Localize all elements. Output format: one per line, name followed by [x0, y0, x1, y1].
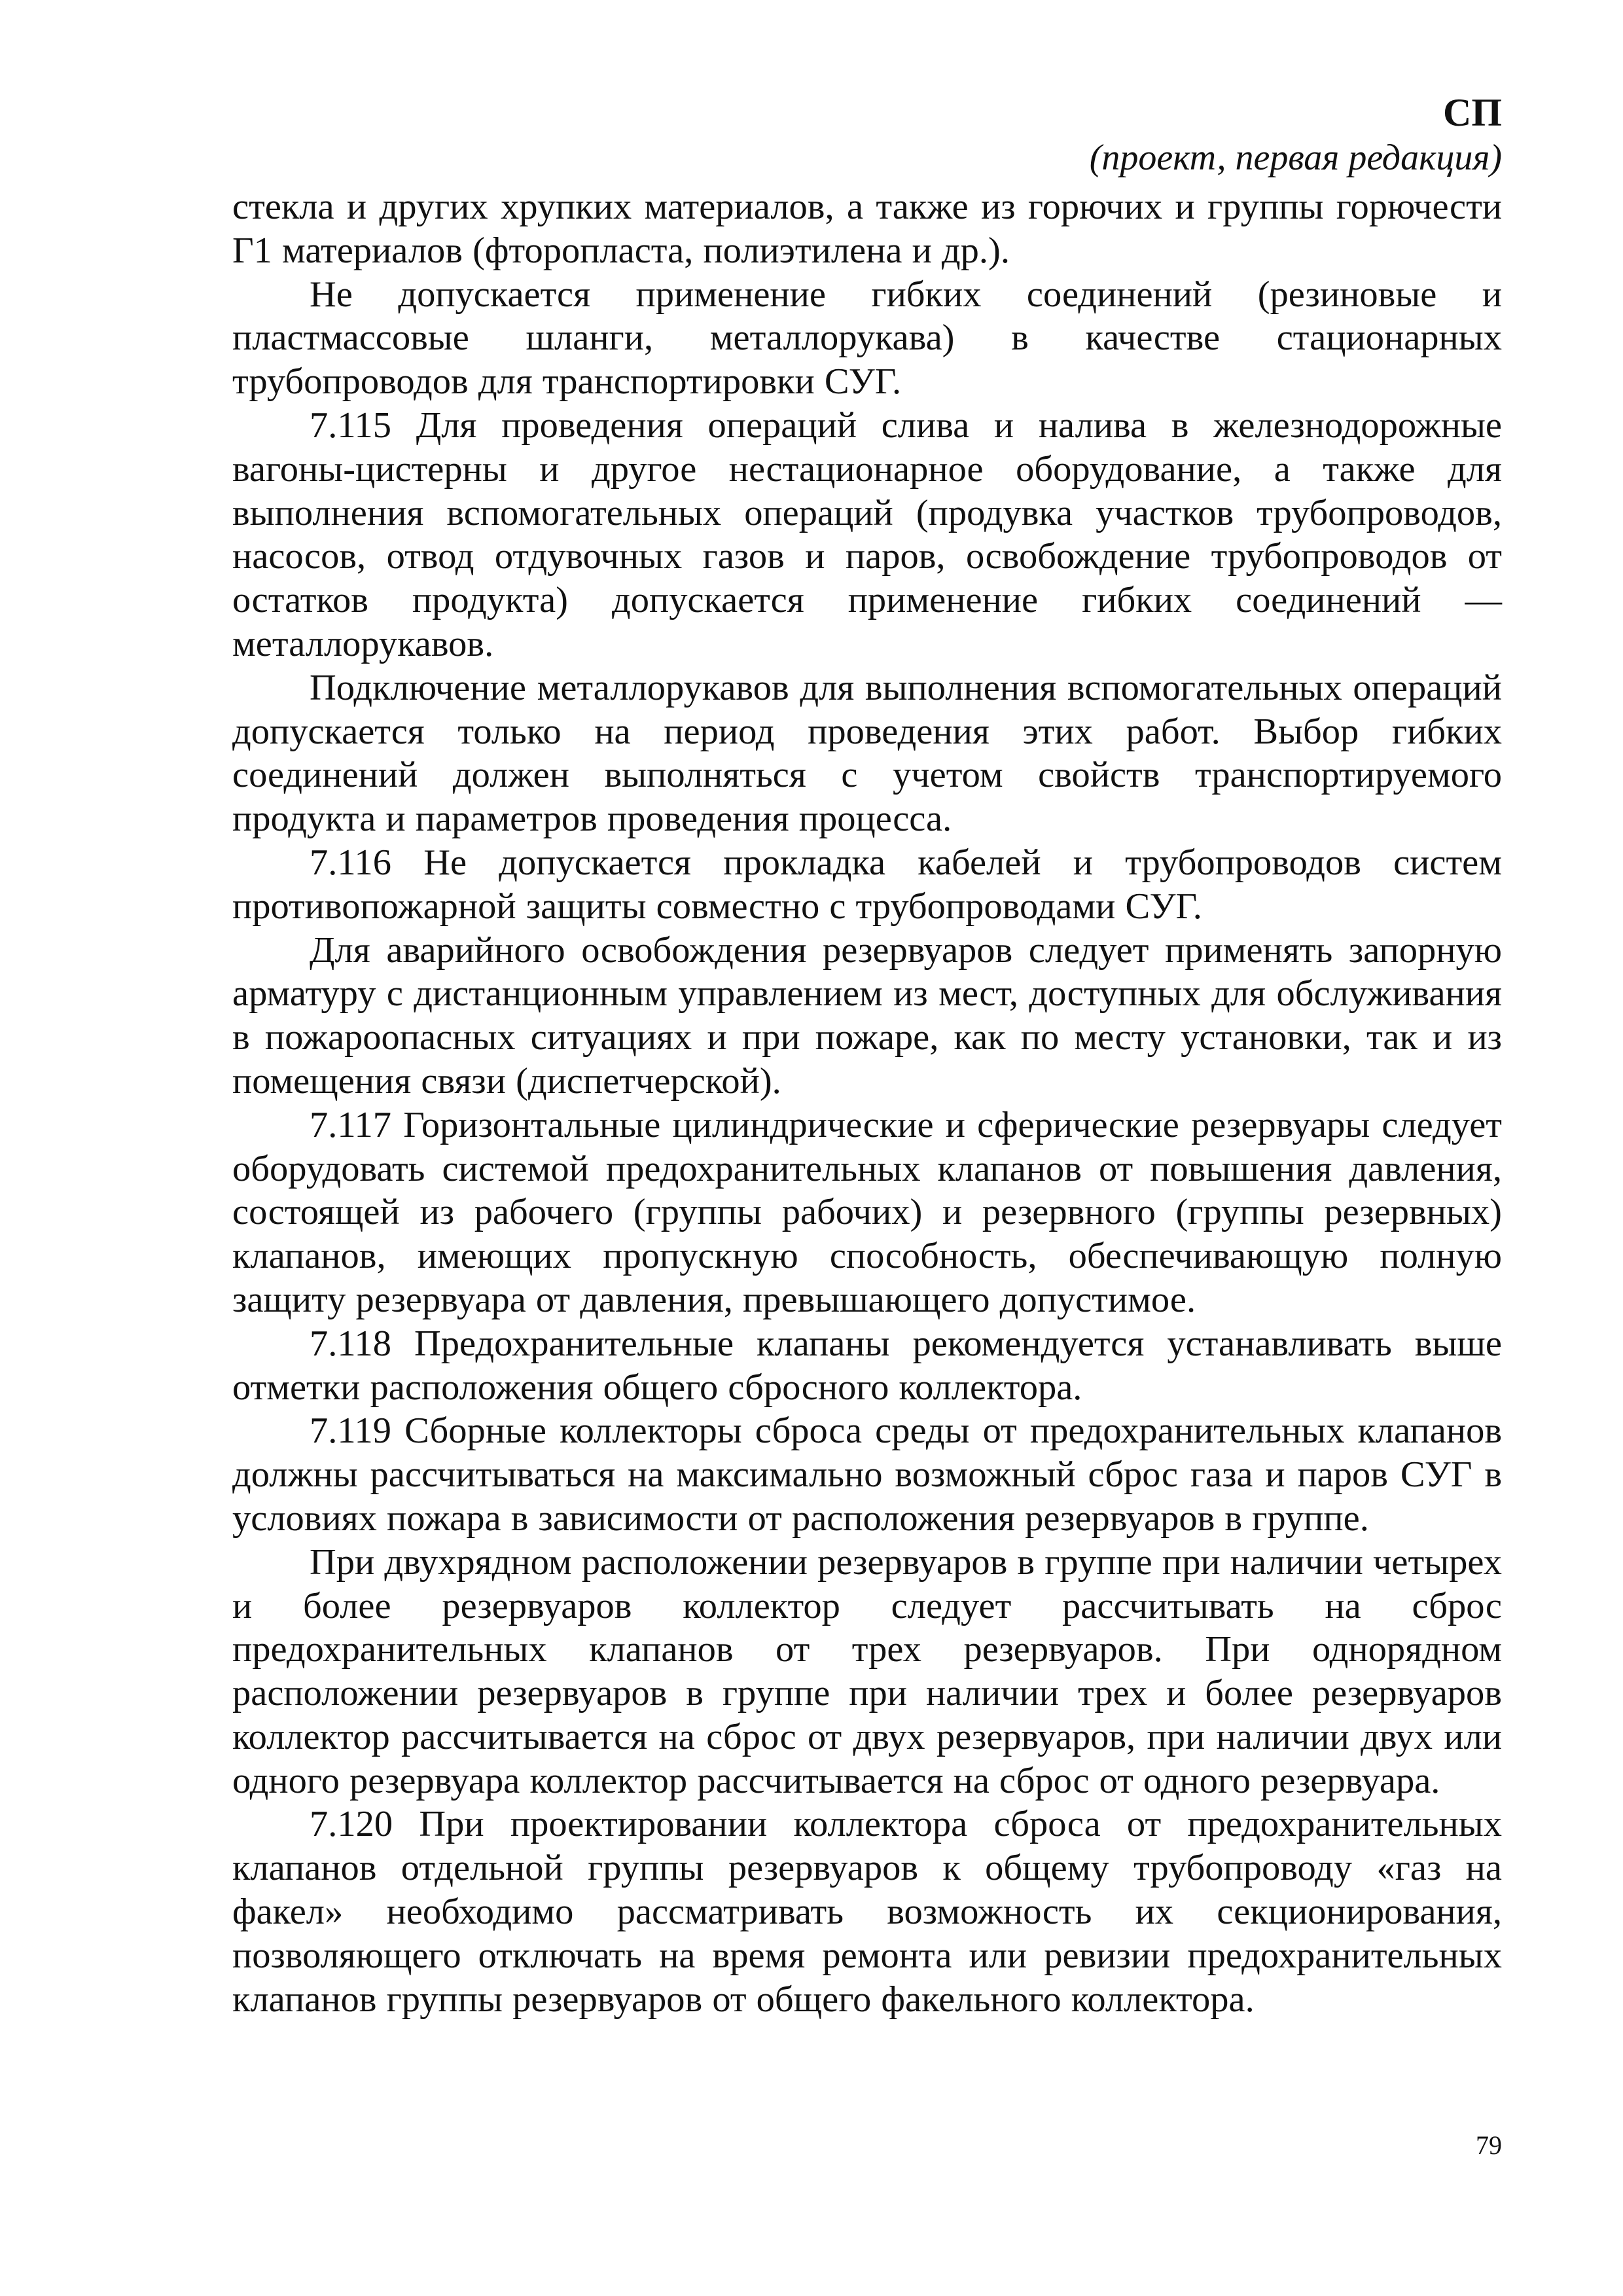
document-code: СП	[1443, 91, 1502, 134]
clause-7-117: 7.117 Горизонтальные цилиндрические и сферические резервуары следует оборудовать системой предохранительных клапанов от повышения давления, состоящей из рабочего (группы рабочих) и резервного (группы резервных) клапанов, имеющих пропускную способность, обеспечивающую полную защиту резервуара от давления, превышающего допустимое.	[232, 1104, 1502, 1320]
clause-7-116: 7.116 Не допускается прокладка кабелей и трубопроводов систем противопожарной защиты совместно с трубопроводами СУГ.	[232, 842, 1502, 927]
clause-7-115: 7.115 Для проведения операций слива и налива в железнодорожные вагоны-цистерны и другое нестационарное оборудование, а также для выполнения вспомогательных операций (продувка участков трубопроводов, насосов, отвод отдувочных газов и паров, освобождение трубопроводов от остатков продукта) допускается применение гибких соединений — металлорукавов.	[232, 404, 1502, 664]
clause-7-119: 7.119 Сборные коллекторы сброса среды от предохранительных клапанов должны рассчитываться на максимально возможный сброс газа и паров СУГ в условиях пожара в зависимости от расположения резервуаров в группе.	[232, 1410, 1502, 1539]
body-text	[232, 185, 1502, 2021]
paragraph: При двухрядном расположении резервуаров в группе при наличии четырех и более резервуаров коллектор следует рассчитывать на сброс предохранительных клапанов от трех резервуаров. При однорядном расположении резервуаров в группе при наличии трех и более резервуаров коллектор рассчитывается на сброс от двух резервуаров, при наличии двух или одного резервуара коллектор рассчитывается на сброс от одного резервуара.	[232, 1541, 1502, 1801]
paragraph: Подключение металлорукавов для выполнения вспомогательных операций допускается только на период проведения этих работ. Выбор гибких соединений должен выполняться с учетом свойств транспортируемого продукта и параметров проведения процесса.	[232, 667, 1502, 840]
paragraph-continued: стекла и других хрупких материалов, а также из горючих и группы горючести Г1 материалов (фторопласта, полиэтилена и др.).	[232, 187, 1502, 271]
clause-7-120: 7.120 При проектировании коллектора сброса от предохранительных клапанов отдельной группы резервуаров к общему трубопроводу «газ на факел» необходимо рассматривать возможность их секционирования, позволяющего отключать на время ремонта или ревизии предохранительных клапанов группы резервуаров от общего факельного коллектора.	[232, 1804, 1502, 2020]
document-edition-note: (проект, первая редакция)	[1089, 137, 1502, 178]
paragraph: Не допускается применение гибких соединений (резиновые и пластмассовые шланги, металлорукава) в качестве стационарных трубопроводов для транспортировки СУГ.	[232, 274, 1502, 403]
page-number: 79	[1476, 2130, 1502, 2160]
paragraph: Для аварийного освобождения резервуаров следует применять запорную арматуру с дистанционным управлением из мест, доступных для обслуживания в пожароопасных ситуациях и при пожаре, как по месту установки, так и из помещения связи (диспетчерской).	[232, 929, 1502, 1102]
clause-7-118: 7.118 Предохранительные клапаны рекомендуется устанавливать выше отметки расположения общего сбросного коллектора.	[232, 1323, 1502, 1408]
